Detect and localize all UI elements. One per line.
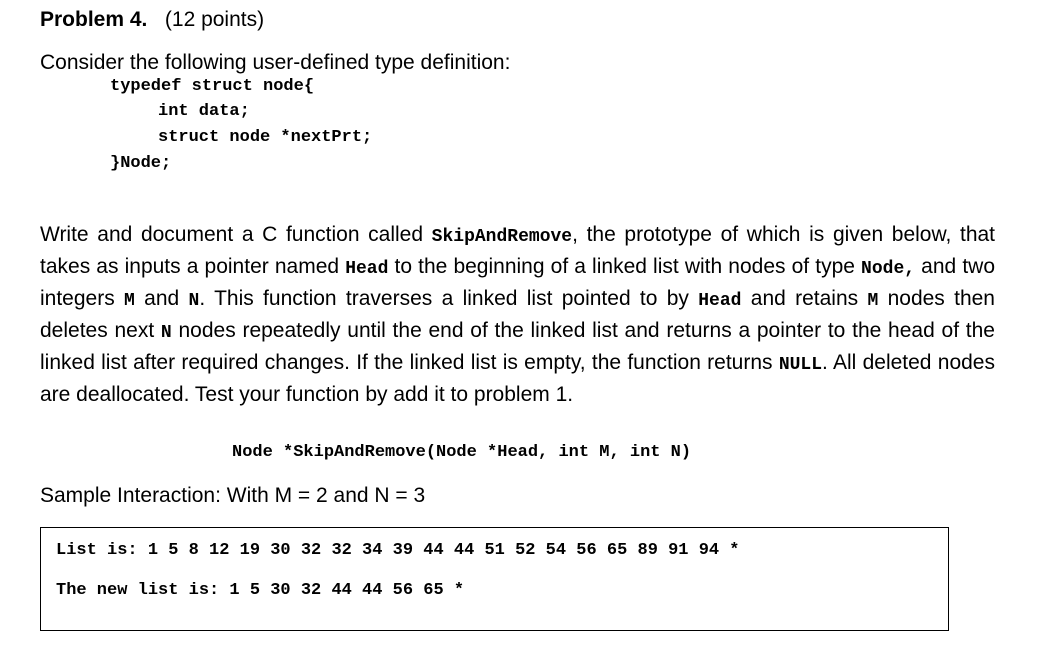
desc-text: nodes repeatedly until the end of the linked list and returns a pointer to the head of the linked list after required changes. If the linked list is empty, the function returns (40, 319, 995, 374)
code-term-n: N (160, 323, 172, 343)
code-line-next: struct node *nextPrt; (158, 128, 373, 147)
desc-text: . This function traverses a linked list pointed to by (199, 287, 699, 310)
problem-number: Problem 4. (40, 8, 148, 31)
code-term-head: Head (698, 291, 742, 311)
desc-text: and retains (741, 287, 868, 310)
desc-text: and two integers (40, 255, 996, 310)
code-term-null: NULL (778, 355, 823, 375)
code-term-m: M (124, 291, 135, 311)
output-original-list: List is: 1 5 8 12 19 30 32 32 34 39 44 44 51 52 54 56 65 89 91 94 * (56, 541, 740, 560)
problem-description (40, 220, 995, 410)
desc-text: Write and document a C function called (40, 223, 432, 246)
desc-text: . All deleted nodes are deallocated. Test your function by add it to problem 1. (40, 351, 995, 406)
desc-text: , the prototype of which is given below, that takes as inputs a pointer named (40, 223, 996, 278)
code-term-node: Node, (861, 259, 916, 279)
problem-points: (12 points) (164, 8, 265, 31)
code-line-close: }Node; (110, 154, 172, 173)
problem-heading (40, 7, 264, 33)
output-new-list: The new list is: 1 5 30 32 44 44 56 65 * (56, 581, 465, 600)
sample-interaction-label: Sample Interaction: With M = 2 and N = 3 (40, 484, 426, 507)
desc-text: nodes then deletes next (40, 287, 995, 342)
code-line-data: int data; (158, 102, 250, 121)
desc-text: to the beginning of a linked list with nodes of type (388, 255, 862, 278)
code-term-head: Head (345, 259, 389, 279)
function-name: SkipAndRemove (431, 227, 573, 247)
code-term-n: N (188, 291, 200, 311)
code-line-typedef: typedef struct node{ (110, 77, 315, 96)
intro-text: Consider the following user-defined type definition: (40, 51, 511, 74)
sample-output-box (40, 527, 949, 631)
code-term-m: M (867, 291, 879, 311)
desc-text: and (134, 287, 189, 310)
function-prototype: Node *SkipAndRemove(Node *Head, int M, int N) (232, 443, 692, 462)
